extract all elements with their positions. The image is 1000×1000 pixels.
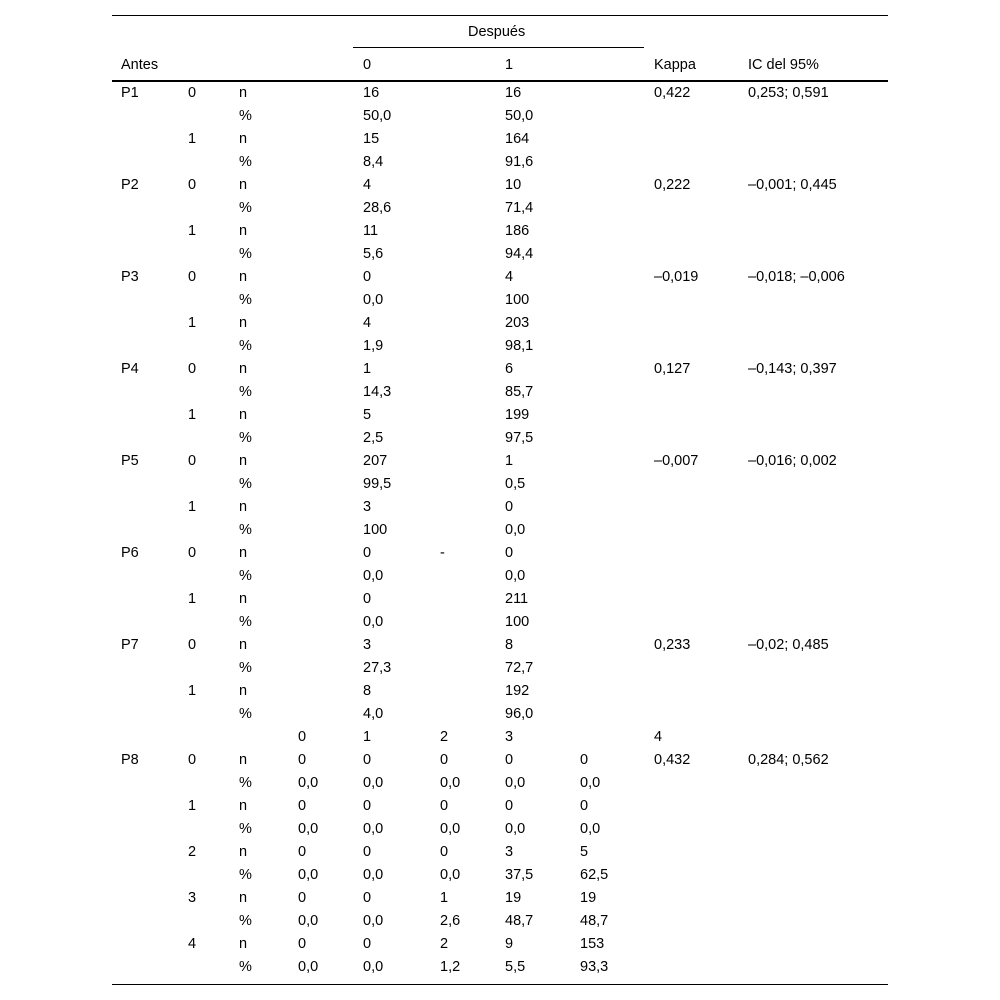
- cell-stat: %: [239, 476, 252, 492]
- header-antes: Antes: [121, 57, 159, 73]
- cell-after-3: 164: [505, 131, 530, 147]
- cell-ic95: 0,284; 0,562: [748, 752, 829, 768]
- cell-after-1: 8: [363, 683, 372, 699]
- cell-stat: n: [239, 361, 248, 377]
- cell-after-3: 0,5: [505, 476, 526, 492]
- header-ic: IC del 95%: [748, 57, 819, 73]
- cell-stat: %: [239, 292, 252, 308]
- cell-group: P2: [121, 177, 139, 193]
- cell-after-2: 0: [440, 752, 449, 768]
- cell-after-1: 0: [363, 752, 372, 768]
- cell-group: P4: [121, 361, 139, 377]
- cell-after-0: 0: [298, 752, 307, 768]
- cell-antes-value: 0: [188, 269, 197, 285]
- cell-after-3: 0,0: [505, 821, 526, 837]
- cell-kappa: 0,422: [654, 85, 691, 101]
- cell-after-4: 48,7: [580, 913, 609, 929]
- cell-ic95: –0,001; 0,445: [748, 177, 837, 193]
- cell-after-1: 0: [363, 591, 372, 607]
- cell-after-1: 14,3: [363, 384, 392, 400]
- cell-antes-value: 1: [188, 407, 197, 423]
- cell-stat: %: [239, 430, 252, 446]
- cell-after-3: 85,7: [505, 384, 534, 400]
- cell-after-3: 72,7: [505, 660, 534, 676]
- cell-stat: n: [239, 890, 248, 906]
- cell-after-0: 0: [298, 890, 307, 906]
- cell-antes-value: 0: [188, 545, 197, 561]
- cell-after-1: 3: [363, 637, 372, 653]
- despues-underline: [353, 47, 644, 48]
- cell-after-0: 0,0: [298, 821, 319, 837]
- cell-ic95: –0,018; –0,006: [748, 269, 845, 285]
- table-top-rule: [112, 15, 888, 16]
- cell-group: P6: [121, 545, 139, 561]
- cell-stat: %: [239, 821, 252, 837]
- cell-after-4: 0: [580, 752, 589, 768]
- cell-after-2: 2,6: [440, 913, 461, 929]
- cell-after-3: 9: [505, 936, 514, 952]
- cell-antes-value: 1: [188, 131, 197, 147]
- header-col-1: 1: [505, 57, 514, 73]
- header-kappa: Kappa: [654, 57, 696, 73]
- cell-stat: %: [239, 775, 252, 791]
- cell-stat: n: [239, 131, 248, 147]
- cell-after-0: 0,0: [298, 867, 319, 883]
- cell-group: P1: [121, 85, 139, 101]
- cell-stat: %: [239, 108, 252, 124]
- cell-after-3: 96,0: [505, 706, 534, 722]
- cell-stat: n: [239, 453, 248, 469]
- cell-antes-value: 0: [188, 177, 197, 193]
- cell-kappa: 0,432: [654, 752, 691, 768]
- header-col-0: 0: [363, 57, 372, 73]
- cell-stat: n: [239, 844, 248, 860]
- cell-antes-value: 0: [188, 361, 197, 377]
- cell-after-1: 0,0: [363, 775, 384, 791]
- cell-after-1: 0,0: [363, 614, 384, 630]
- cell-stat: %: [239, 913, 252, 929]
- cell-after-0: 0: [298, 844, 307, 860]
- cell-group: P5: [121, 453, 139, 469]
- cell-after-3: 6: [505, 361, 514, 377]
- cell-stat: %: [239, 200, 252, 216]
- cell-after-3: 0,0: [505, 522, 526, 538]
- cell-after-1: 0: [363, 936, 372, 952]
- cell-after-1: 0: [363, 545, 372, 561]
- cell-kappa: 0,222: [654, 177, 691, 193]
- cell-after-0: 0,0: [298, 913, 319, 929]
- cell-stat: %: [239, 338, 252, 354]
- cell-after-3: 1: [505, 453, 514, 469]
- cell-after-3: 0: [505, 545, 514, 561]
- cell-after-3: 3: [505, 729, 514, 745]
- cell-after-2: 0: [440, 844, 449, 860]
- cell-stat: %: [239, 246, 252, 262]
- cell-after-3: 5,5: [505, 959, 526, 975]
- cell-stat: n: [239, 407, 248, 423]
- header-despues: Después: [468, 24, 526, 40]
- cell-after-3: 100: [505, 292, 530, 308]
- cell-after-1: 1: [363, 729, 372, 745]
- cell-after-1: 0: [363, 844, 372, 860]
- cell-after-0: 0,0: [298, 959, 319, 975]
- cell-after-1: 15: [363, 131, 380, 147]
- cell-after-4: 62,5: [580, 867, 609, 883]
- cell-after-2: 2: [440, 936, 449, 952]
- cell-after-1: 5,6: [363, 246, 384, 262]
- cell-after-1: 3: [363, 499, 372, 515]
- cell-after-1: 2,5: [363, 430, 384, 446]
- cell-after-1: 0,0: [363, 821, 384, 837]
- cell-stat: n: [239, 223, 248, 239]
- cell-ic95: –0,143; 0,397: [748, 361, 837, 377]
- cell-stat: n: [239, 752, 248, 768]
- cell-antes-value: 0: [188, 637, 197, 653]
- cell-after-1: 0: [363, 890, 372, 906]
- cell-after-3: 0: [505, 798, 514, 814]
- cell-antes-value: 1: [188, 223, 197, 239]
- cell-after-1: 0,0: [363, 867, 384, 883]
- cell-stat: %: [239, 959, 252, 975]
- cell-after-1: 99,5: [363, 476, 392, 492]
- cell-kappa: 0,127: [654, 361, 691, 377]
- cell-after-0: 0: [298, 729, 307, 745]
- cell-stat: n: [239, 683, 248, 699]
- cell-after-1: 100: [363, 522, 388, 538]
- cell-antes-value: 0: [188, 453, 197, 469]
- cell-after-1: 27,3: [363, 660, 392, 676]
- cell-after-4: 153: [580, 936, 605, 952]
- cell-after-3: 50,0: [505, 108, 534, 124]
- cell-after-1: 0,0: [363, 913, 384, 929]
- cell-after-1: 4,0: [363, 706, 384, 722]
- cell-after-1: 0: [363, 798, 372, 814]
- cell-after-3: 203: [505, 315, 530, 331]
- cell-after-1: 11: [363, 223, 379, 239]
- cell-ic95: –0,016; 0,002: [748, 453, 837, 469]
- cell-stat: n: [239, 499, 248, 515]
- cell-after-3: 199: [505, 407, 530, 423]
- cell-stat: n: [239, 591, 248, 607]
- cell-after-4: 0,0: [580, 821, 601, 837]
- cell-kappa: 0,233: [654, 637, 691, 653]
- cell-group: P7: [121, 637, 139, 653]
- cell-stat: %: [239, 706, 252, 722]
- cell-after-0: 0: [298, 798, 307, 814]
- cell-after-3: 4: [505, 269, 514, 285]
- cell-group: P8: [121, 752, 139, 768]
- cell-after-3: 91,6: [505, 154, 534, 170]
- cell-after-1: 28,6: [363, 200, 392, 216]
- cell-kappa: –0,019: [654, 269, 699, 285]
- cell-after-1: 207: [363, 453, 388, 469]
- cell-after-2: -: [440, 545, 445, 561]
- cell-ic95: –0,02; 0,485: [748, 637, 829, 653]
- cell-after-1: 1,9: [363, 338, 384, 354]
- cell-after-1: 0,0: [363, 959, 384, 975]
- cell-stat: n: [239, 798, 248, 814]
- cell-after-3: 3: [505, 844, 514, 860]
- table-bottom-rule: [112, 984, 888, 985]
- cell-stat: %: [239, 568, 252, 584]
- cell-after-4: 5: [580, 844, 589, 860]
- cell-after-1: 50,0: [363, 108, 392, 124]
- cell-stat: %: [239, 522, 252, 538]
- cell-after-3: 94,4: [505, 246, 534, 262]
- cell-after-1: 1: [363, 361, 372, 377]
- cell-after-4: 93,3: [580, 959, 609, 975]
- cell-after-2: 0,0: [440, 867, 461, 883]
- header-bottom-rule: [112, 80, 888, 82]
- cell-after-1: 16: [363, 85, 380, 101]
- cell-after-3: 0: [505, 752, 514, 768]
- cell-ic95: 0,253; 0,591: [748, 85, 829, 101]
- cell-antes-value: 1: [188, 798, 197, 814]
- cell-stat: %: [239, 154, 252, 170]
- cell-stat: %: [239, 384, 252, 400]
- cell-after-2: 0,0: [440, 775, 461, 791]
- cell-antes-value: 4: [188, 936, 197, 952]
- cell-antes-value: 0: [188, 752, 197, 768]
- cell-after-2: 2: [440, 729, 449, 745]
- cell-after-3: 10: [505, 177, 522, 193]
- cell-after-4: 0,0: [580, 775, 601, 791]
- cell-after-3: 37,5: [505, 867, 534, 883]
- cell-after-1: 5: [363, 407, 372, 423]
- cell-after-3: 97,5: [505, 430, 534, 446]
- cell-stat: n: [239, 269, 248, 285]
- cell-after-3: 98,1: [505, 338, 534, 354]
- cell-antes-value: 0: [188, 85, 197, 101]
- cell-after-1: 0,0: [363, 292, 384, 308]
- cell-antes-value: 1: [188, 315, 197, 331]
- cell-after-3: 19: [505, 890, 522, 906]
- cell-stat: %: [239, 867, 252, 883]
- cell-after-3: 211: [505, 591, 529, 607]
- cell-after-1: 8,4: [363, 154, 384, 170]
- cell-after-3: 0: [505, 499, 514, 515]
- cell-stat: n: [239, 545, 248, 561]
- cell-antes-value: 2: [188, 844, 197, 860]
- cell-after-1: 4: [363, 177, 372, 193]
- cell-antes-value: 3: [188, 890, 197, 906]
- cell-after-3: 8: [505, 637, 514, 653]
- cell-stat: n: [239, 315, 248, 331]
- cell-after-3: 100: [505, 614, 530, 630]
- cell-antes-value: 1: [188, 591, 197, 607]
- cell-stat: n: [239, 637, 248, 653]
- cell-stat: n: [239, 177, 248, 193]
- cell-after-0: 0,0: [298, 775, 319, 791]
- cell-antes-value: 1: [188, 683, 197, 699]
- cell-after-1: 0,0: [363, 568, 384, 584]
- cell-stat: n: [239, 936, 248, 952]
- cell-after-3: 48,7: [505, 913, 534, 929]
- cell-stat: %: [239, 660, 252, 676]
- cell-after-3: 0,0: [505, 568, 526, 584]
- cell-kappa: 4: [654, 729, 663, 745]
- cell-stat: n: [239, 85, 248, 101]
- cell-antes-value: 1: [188, 499, 197, 515]
- cell-after-0: 0: [298, 936, 307, 952]
- cell-after-2: 0,0: [440, 821, 461, 837]
- cell-after-4: 19: [580, 890, 597, 906]
- cell-after-3: 16: [505, 85, 522, 101]
- cell-after-1: 4: [363, 315, 372, 331]
- cell-after-3: 186: [505, 223, 530, 239]
- cell-after-2: 1: [440, 890, 449, 906]
- cell-after-3: 71,4: [505, 200, 534, 216]
- cell-group: P3: [121, 269, 139, 285]
- cell-after-4: 0: [580, 798, 589, 814]
- cell-after-1: 0: [363, 269, 372, 285]
- cell-kappa: –0,007: [654, 453, 699, 469]
- cell-stat: %: [239, 614, 252, 630]
- cell-after-3: 192: [505, 683, 530, 699]
- cell-after-3: 0,0: [505, 775, 526, 791]
- cell-after-2: 1,2: [440, 959, 461, 975]
- cell-after-2: 0: [440, 798, 449, 814]
